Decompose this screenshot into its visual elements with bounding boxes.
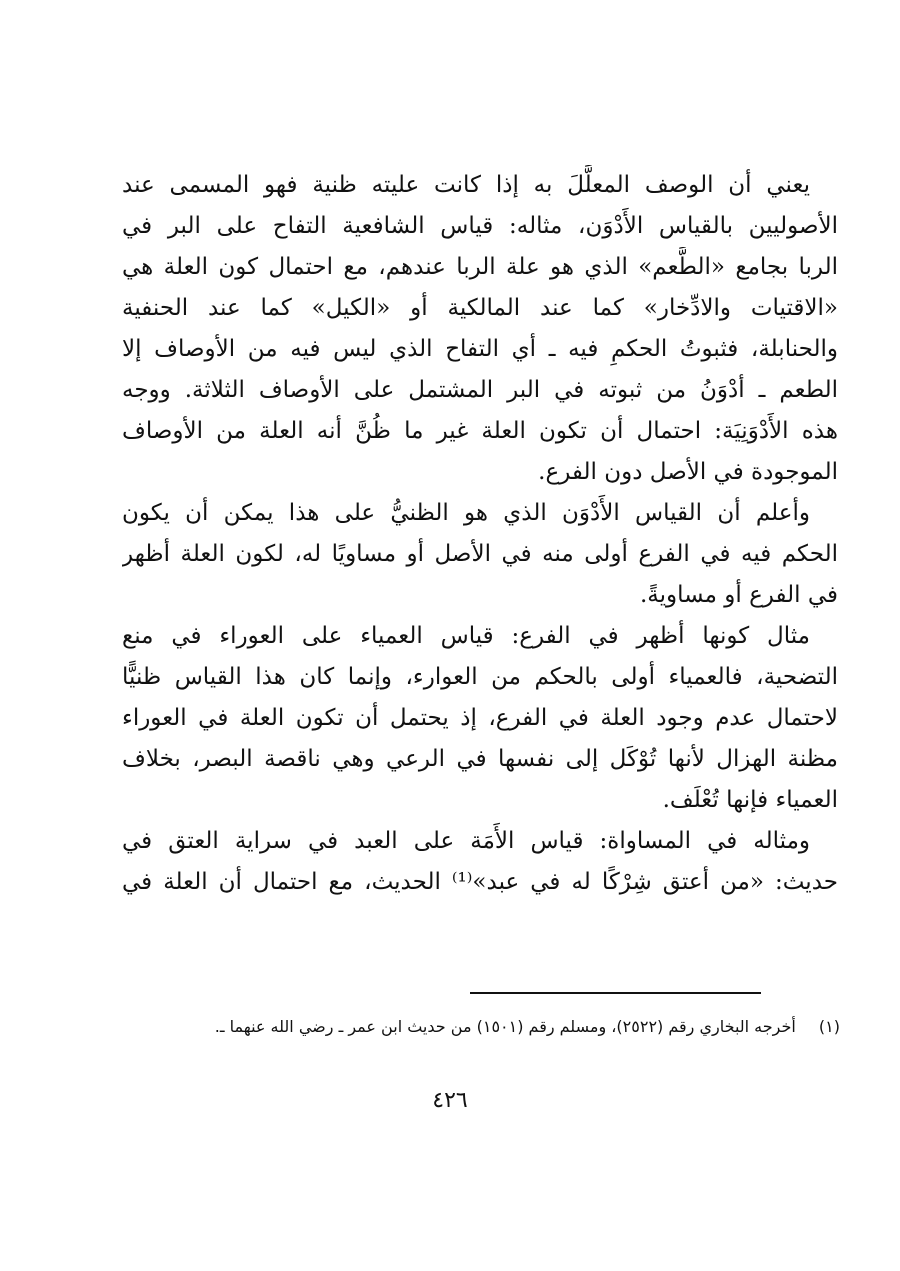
footnote-text: أخرجه البخاري رقم (٢٥٢٢)، ومسلم رقم (١٥٠١) من حديث ابن عمر ـ رضي الله عنهما ـ. — [214, 1017, 796, 1036]
footnote-number: (١) — [818, 1017, 840, 1036]
text-line-5: والحنابلة، فثبوتُ الحكمِ فيه ـ أي التفاح الذي ليس فيه من الأوصاف إلا — [122, 336, 838, 362]
text-line-16: العمياء فإنها تُعْلَف. — [662, 787, 838, 813]
text-line-15: مظنة الهزال لأنها تُوْكَل إلى نفسها في الرعي وهي ناقصة البصر، بخلاف — [122, 746, 838, 772]
text-line-14: لاحتمال عدم وجود العلة في الفرع، إذ يحتمل أن تكون العلة في العوراء — [122, 705, 838, 731]
text-line-4: «الاقتيات والادِّخار» كما عند المالكية أو «الكيل» كما عند الحنفية — [122, 295, 838, 321]
text-line-9: وأعلم أن القياس الأَدْوَن الذي هو الظنيُّ على هذا يمكن أن يكون — [122, 500, 810, 526]
text-line-10: الحكم فيه في الفرع أولى منه في الأصل أو مساويًا له، لكون العلة أظهر — [122, 541, 838, 567]
text-line-2: الأصوليين بالقياس الأَدْوَن، مثاله: قياس الشافعية التفاح على البر في — [122, 213, 838, 239]
text-line-18: حديث: «من أعتق شِرْكًا له في عبد»⁽¹⁾ الحديث، مع احتمال أن العلة في — [122, 869, 838, 895]
text-line-17: ومثاله في المساواة: قياس الأَمَة على العبد في سراية العتق في — [122, 828, 810, 854]
page-number: ٤٢٦ — [432, 1088, 468, 1113]
text-line-6: الطعم ـ أدْوَنُ من ثبوته في البر المشتمل على الأوصاف الثلاثة. ووجه — [122, 377, 838, 403]
footnote — [100, 1014, 840, 1040]
text-line-7: هذه الأَدْوَنِيَة: احتمال أن تكون العلة غير ما ظُنَّ أنه العلة من الأوصاف — [122, 418, 838, 444]
main-text — [122, 165, 838, 903]
text-line-13: التضحية، فالعمياء أولى بالحكم من العوارء، وإنما كان هذا القياس ظنيًّا — [122, 664, 838, 690]
text-line-12: مثال كونها أظهر في الفرع: قياس العمياء على العوراء في منع — [122, 623, 810, 649]
text-line-11: في الفرع أو مساويةً. — [639, 582, 838, 608]
text-line-8: الموجودة في الأصل دون الفرع. — [538, 459, 838, 485]
text-line-1: يعني أن الوصف المعلَّلَ به إذا كانت عليته ظنية فهو المسمى عند — [122, 172, 810, 198]
text-line-3: الربا بجامع «الطَّعم» الذي هو علة الربا عندهم، مع احتمال كون العلة هي — [122, 254, 838, 280]
footnote-divider — [470, 992, 761, 994]
